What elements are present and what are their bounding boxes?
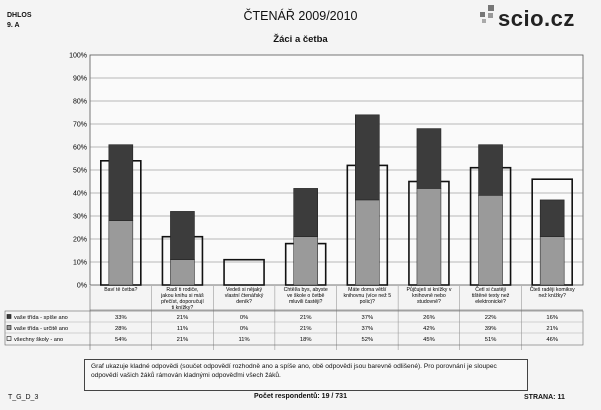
bar-urcite-ano [479, 195, 503, 285]
data-value-label: 37% [361, 315, 374, 321]
data-value-label: 21% [546, 326, 558, 332]
y-tick-label: 40% [72, 190, 87, 198]
bar-urcite-ano [109, 221, 133, 285]
scio-logo: scio.cz [498, 6, 575, 31]
category-label: Vedeš si nějaký vlastní čtenářský deník? [224, 287, 264, 305]
data-value-label: 11% [176, 326, 189, 332]
category-label: Baví tě četba? [104, 287, 138, 293]
bar-urcite-ano [355, 200, 379, 285]
bar-spise-ano [417, 129, 441, 189]
series-name: vaše třída - spíše ano [14, 315, 68, 321]
bar-urcite-ano [170, 260, 194, 285]
data-value-label: 18% [299, 337, 312, 343]
bar-spise-ano [170, 211, 194, 259]
chart-note: Graf ukazuje kladné odpovědi (součet odpovědí rozhodně ano a spíše ano, obě odpovědi jsou barevně odlišené). Pro porovnání je sloupec odpovědí vašich žáků rámován kladnými odpověďmi všech žáků. [84, 359, 528, 391]
category-label: Chtěl/a bys, abyste ve škole o četbě mluvili častěji? [283, 287, 328, 305]
legend-swatch [7, 315, 11, 319]
bar-urcite-ano [294, 237, 318, 285]
y-tick-label: 70% [72, 121, 87, 129]
data-value-label: 54% [115, 337, 127, 343]
bar-spise-ano [540, 200, 564, 237]
bar-urcite-ano [540, 237, 564, 285]
category-label: Radí ti rodiče, jakou knihu si máš přečíst, doporučují ti knížky? [161, 287, 204, 311]
data-value-label: 46% [546, 337, 558, 343]
data-value-label: 28% [115, 326, 127, 332]
data-value-label: 45% [423, 337, 435, 343]
data-value-label: 21% [176, 337, 189, 343]
y-tick-label: 20% [72, 236, 87, 244]
category-label: Máte doma větší knihovnu (více než 5 polic)? [343, 287, 392, 305]
category-label: Četl si častěji tištěné texty než elektronické? [471, 287, 510, 305]
data-value-label: 42% [423, 326, 435, 332]
y-tick-label: 60% [72, 144, 87, 152]
data-value-label: 11% [238, 337, 250, 343]
y-tick-label: 90% [72, 75, 87, 83]
footer-code: T_G_D_3 [8, 394, 39, 401]
legend-swatch [7, 337, 11, 341]
bar-spise-ano [479, 145, 503, 196]
y-tick-label: 30% [72, 213, 87, 221]
data-value-label: 0% [239, 315, 249, 321]
data-value-label: 33% [115, 315, 127, 321]
y-tick-label: 80% [72, 98, 87, 106]
data-value-label: 52% [361, 337, 374, 343]
footer-page: STRANA: 11 [524, 394, 565, 401]
data-value-label: 0% [239, 326, 249, 332]
page-title: ČTENÁŘ 2009/2010 [243, 9, 358, 23]
data-value-label: 26% [423, 315, 435, 321]
category-label: Půjčuješ si knížky v knihovně nebo studovně? [406, 287, 452, 305]
data-value-label: 22% [484, 315, 497, 321]
series-name: vaše třída - určitě ano [14, 326, 69, 332]
data-value-label: 51% [484, 337, 497, 343]
category-label: Čteš raději komiksy než knížky? [529, 287, 575, 299]
page-subtitle: Žáci a četba [273, 34, 328, 45]
bar-urcite-ano [417, 188, 441, 285]
y-tick-label: 0% [76, 282, 87, 290]
bar-spise-ano [294, 188, 318, 236]
y-tick-label: 10% [72, 259, 87, 267]
data-value-label: 21% [299, 315, 312, 321]
series-name: všechny školy - ano [14, 337, 64, 343]
data-value-label: 21% [299, 326, 312, 332]
bar-spise-ano [355, 115, 379, 200]
data-value-label: 16% [546, 315, 558, 321]
data-value-label: 37% [361, 326, 374, 332]
y-tick-label: 100% [69, 52, 87, 60]
y-tick-label: 50% [72, 167, 87, 175]
legend-swatch [7, 326, 11, 330]
school-name: DHLOS [7, 12, 32, 19]
bar-spise-ano [109, 145, 133, 221]
data-value-label: 21% [176, 315, 189, 321]
data-value-label: 39% [484, 326, 497, 332]
footer-respondents: Počet respondentů: 19 / 731 [254, 393, 347, 400]
class-label: 9. A [7, 22, 20, 29]
